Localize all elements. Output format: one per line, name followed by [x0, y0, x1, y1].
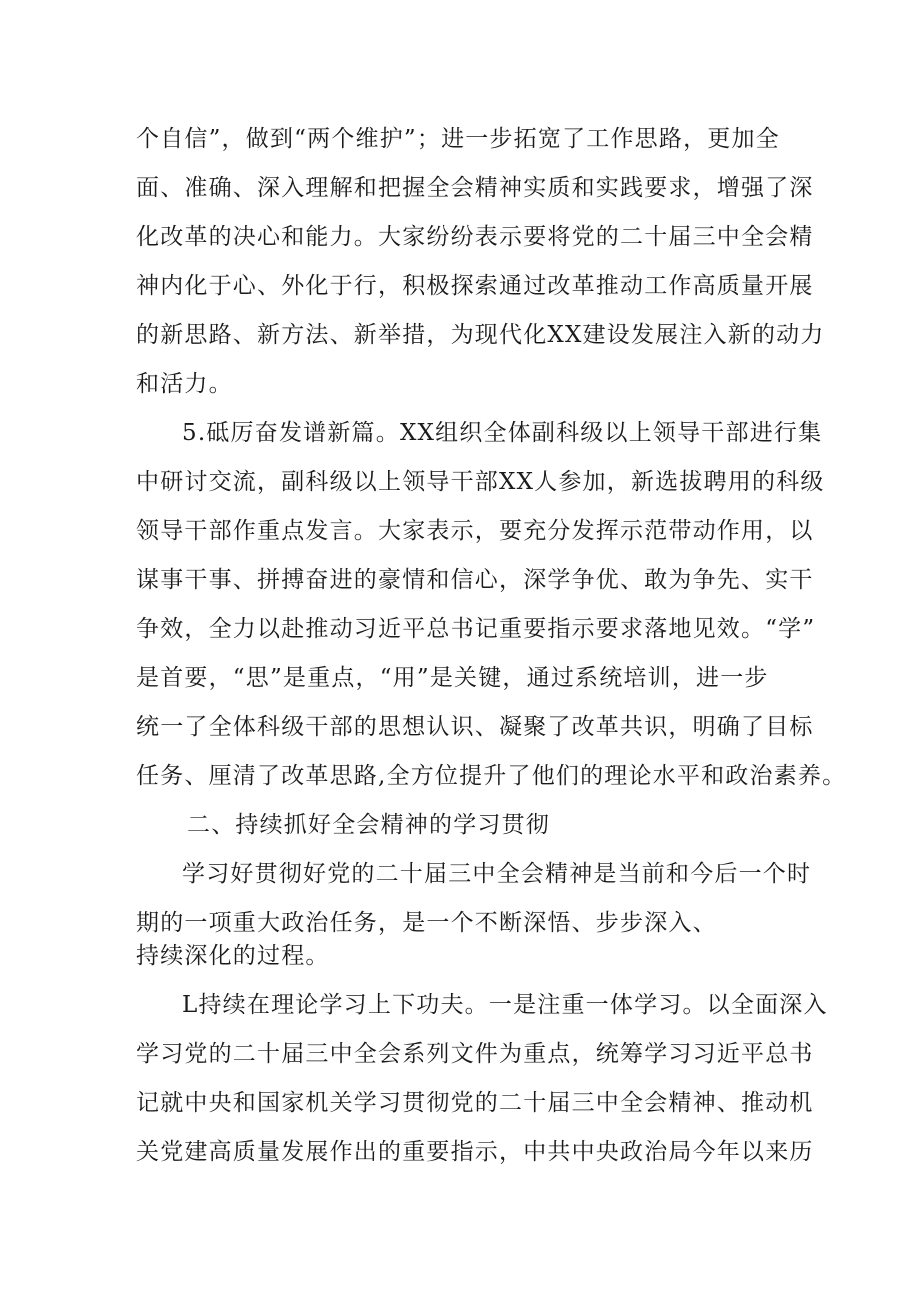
paragraph-line: 神内化于心、外化于行，积极探索通过改革推动工作高质量开展	[136, 273, 814, 299]
paragraph-line: 领导干部作重点发言。大家表示，要充分发挥示范带动作用，以	[136, 518, 814, 544]
paragraph-line: 学习好贯彻好党的二十届三中全会精神是当前和今后一个时	[182, 861, 812, 887]
paragraph-line: L持续在理论学习上下功夫。一是注重一体学习。以全面深入	[182, 992, 828, 1018]
paragraph-line: 持续深化的过程。	[136, 943, 330, 969]
paragraph-line: 化改革的决心和能力。大家纷纷表示要将党的二十届三中全会精	[136, 224, 814, 250]
paragraph-line: 的新思路、新方法、新举措，为现代化XX建设发展注入新的动力	[136, 322, 825, 348]
section-heading: 二、持续抓好全会精神的学习贯彻	[187, 812, 550, 838]
paragraph-line: 谋事干事、拼搏奋进的豪情和信心，深学争优、敢为争先、实干	[136, 567, 814, 593]
paragraph-line: 关党建高质量发展作出的重要指示，中共中央政治局今年以来历	[136, 1139, 814, 1165]
paragraph-line: 面、准确、深入理解和把握全会精神实质和实践要求，增强了深	[136, 175, 814, 201]
paragraph-line: 个自信”，做到“两个维护”；进一步拓宽了工作思路，更加全	[136, 126, 780, 152]
paragraph-line: 记就中央和国家机关学习贯彻党的二十届三中全会精神、推动机	[136, 1090, 814, 1116]
paragraph-line: 中研讨交流，副科级以上领导干部XX人参加，新选拔聘用的科级	[136, 469, 825, 495]
paragraph-line: 学习党的二十届三中全会系列文件为重点，统筹学习习近平总书	[136, 1041, 814, 1067]
paragraph-line: 期的一项重大政治任务，是一个不断深悟、步步深入、	[136, 910, 717, 936]
paragraph-line: 争效，全力以赴推动习近平总书记重要指示要求落地见效。“学”	[136, 616, 816, 642]
paragraph-line: 统一了全体科级干部的思想认识、凝聚了改革共识，明确了目标	[136, 714, 814, 740]
paragraph-line: 5.砥厉奋发谱新篇。XX组织全体副科级以上领导干部进行集	[182, 420, 823, 446]
paragraph-line: 是首要，“思”是重点，“用”是关键，通过系统培训，进一步	[136, 665, 769, 691]
paragraph-line: 任务、厘清了改革思路,全方位提升了他们的理论水平和政治素养。	[136, 763, 847, 789]
paragraph-line: 和活力。	[136, 371, 233, 397]
